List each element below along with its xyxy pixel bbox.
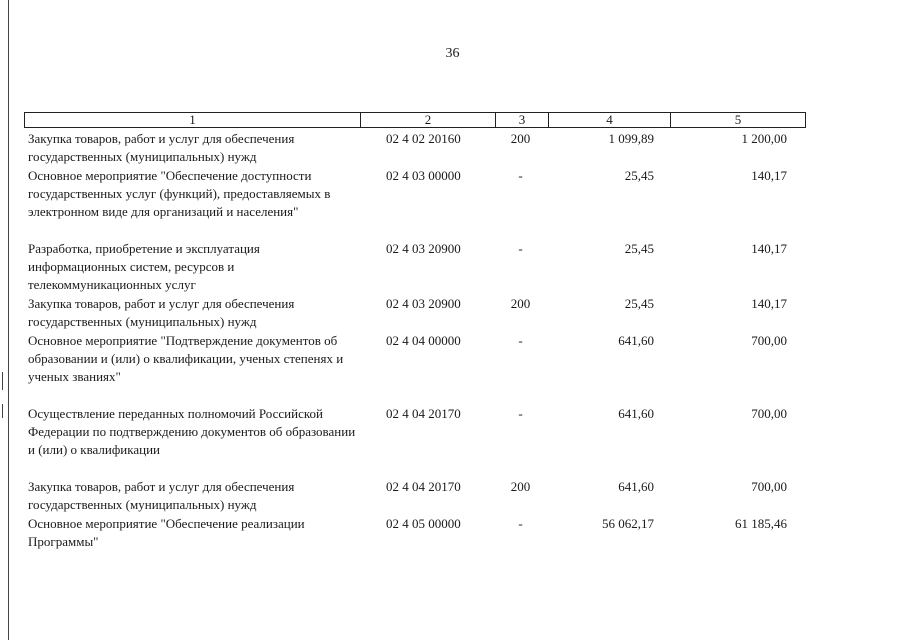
row-type: - [518,333,523,348]
table-header [24,112,806,128]
row-code: 02 4 04 20170 [386,479,461,494]
row-value-2021: 56 062,17 [602,516,654,531]
row-value-2022: 140,17 [751,168,787,183]
row-name: Разработка, приобретение и эксплуатация информационных систем, ресурсов и телекоммуникационных услуг [28,241,260,292]
row-value-2022: 700,00 [751,479,787,494]
column-header-3: 3 [495,113,548,127]
row-value-2022: 140,17 [751,241,787,256]
row-value-2021: 641,60 [618,479,654,494]
row-value-2021: 25,45 [624,241,654,256]
page-number: 36 [445,46,460,61]
row-type: 200 [510,479,531,494]
row-value-2022: 1 200,00 [741,131,787,146]
row-value-2022: 61 185,46 [735,516,787,531]
row-type: - [518,406,523,421]
row-name: Основное мероприятие "Подтверждение документов об образовании и (или) о квалификации, ученых степенях и ученых званиях" [28,333,344,384]
row-code: 02 4 03 20900 [386,296,461,311]
page-edge-line [8,0,9,640]
row-value-2022: 700,00 [751,333,787,348]
row-name: Закупка товаров, работ и услуг для обеспечения государственных (муниципальных) нужд [28,479,295,512]
row-type: - [518,516,523,531]
row-code: 02 4 04 20170 [386,406,461,421]
margin-mark [2,372,3,390]
row-name: Осуществление переданных полномочий Российской Федерации по подтверждению документов об образовании и (или) о квалификации [28,406,356,457]
row-value-2021: 1 099,89 [608,131,654,146]
row-type: - [518,241,523,256]
row-value-2022: 140,17 [751,296,787,311]
row-value-2021: 641,60 [618,333,654,348]
row-value-2021: 25,45 [624,296,654,311]
row-code: 02 4 03 20900 [386,241,461,256]
row-code: 02 4 05 00000 [386,516,461,531]
row-name: Закупка товаров, работ и услуг для обеспечения государственных (муниципальных) нужд [28,131,295,164]
row-code: 02 4 02 20160 [386,131,461,146]
row-type: - [518,168,523,183]
row-name: Закупка товаров, работ и услуг для обеспечения государственных (муниципальных) нужд [28,296,295,329]
row-value-2021: 25,45 [624,168,654,183]
row-value-2021: 641,60 [618,406,654,421]
row-name: Основное мероприятие "Обеспечение доступности государственных услуг (функций), предоставляемых в электронном виде для организаций и населения" [28,168,331,219]
row-code: 02 4 04 00000 [386,333,461,348]
column-header-4: 4 [548,113,670,127]
column-header-2: 2 [360,113,495,127]
row-type: 200 [510,296,531,311]
row-name: Основное мероприятие "Обеспечение реализации Программы" [28,516,305,549]
column-header-1: 1 [189,112,196,127]
margin-mark [2,404,3,418]
row-code: 02 4 03 00000 [386,168,461,183]
row-type: 200 [510,131,531,146]
column-header-5: 5 [670,113,805,127]
row-value-2022: 700,00 [751,406,787,421]
